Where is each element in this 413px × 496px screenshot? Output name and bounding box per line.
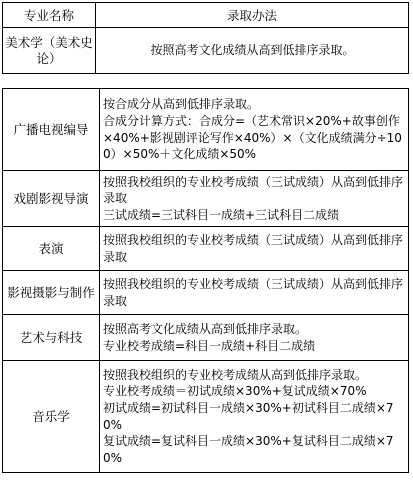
method-line: 按合成分从高到低排序录取。 bbox=[103, 97, 260, 112]
major-name: 表演 bbox=[3, 227, 100, 271]
table-row bbox=[3, 227, 409, 271]
method-line: 初试成绩=初试科目一成绩×30%+初试科目二成绩×70% bbox=[103, 400, 394, 432]
table-row bbox=[3, 171, 409, 227]
method-line: 专业校考成绩＝初试成绩×30%+复试成绩×70% bbox=[103, 384, 367, 399]
header-major: 专业名称 bbox=[3, 3, 96, 28]
admission-method bbox=[100, 271, 409, 315]
major-name: 音乐学 bbox=[3, 361, 100, 473]
table-row bbox=[3, 315, 409, 361]
major-name: 广播电视编导 bbox=[3, 89, 100, 171]
method-line: 复试成绩=复试科目一成绩×30%+复试科目二成绩×70% bbox=[103, 434, 394, 465]
method-line: 按照我校组织的专业校考成绩（三试成绩）从高到低排序录取 bbox=[103, 232, 404, 264]
admission-method bbox=[100, 227, 409, 271]
major-name: 影视摄影与制作 bbox=[3, 271, 100, 315]
header-method: 录取办法 bbox=[96, 3, 409, 28]
method-line: 按照我校组织的专业校考成绩从高到低排序录取。 bbox=[103, 367, 368, 382]
method-line: 按照高考文化成绩从高到低排序录取。 bbox=[150, 43, 355, 58]
method-line: 三试成绩=三试科目一成绩+三试科目二成绩 bbox=[103, 207, 340, 222]
admission-table-top bbox=[2, 2, 409, 74]
method-line: 专业校考成绩=科目一成绩+科目二成绩 bbox=[103, 338, 316, 353]
method-line: 按照高考文化成绩从高到低排序录取。 bbox=[103, 321, 308, 336]
admission-method bbox=[100, 89, 409, 171]
method-line: 合成分计算方式：合成分=（艺术常识×20%+故事创作×40%+影视剧评论写作×40%）×（文化成绩满分÷100）×50%＋文化成绩×50% bbox=[103, 113, 402, 162]
table-header-row bbox=[3, 3, 409, 28]
table-row bbox=[3, 361, 409, 473]
admission-method bbox=[100, 315, 409, 361]
table-row bbox=[3, 271, 409, 315]
major-name: 艺术与科技 bbox=[3, 315, 100, 361]
table-row bbox=[3, 89, 409, 171]
table-row bbox=[3, 28, 409, 74]
major-name: 美术学（美术史论） bbox=[3, 28, 96, 74]
method-line: 按照我校组织的专业校考成绩（三试成绩）从高到低排序录取 bbox=[103, 174, 404, 206]
admission-method bbox=[100, 361, 409, 473]
admission-method bbox=[100, 171, 409, 227]
admission-table-main bbox=[2, 88, 409, 473]
admission-method bbox=[96, 28, 409, 74]
method-line: 按照我校组织的专业校考成绩（三试成绩）从高到低排序录取 bbox=[103, 276, 404, 308]
major-name: 戏剧影视导演 bbox=[3, 171, 100, 227]
